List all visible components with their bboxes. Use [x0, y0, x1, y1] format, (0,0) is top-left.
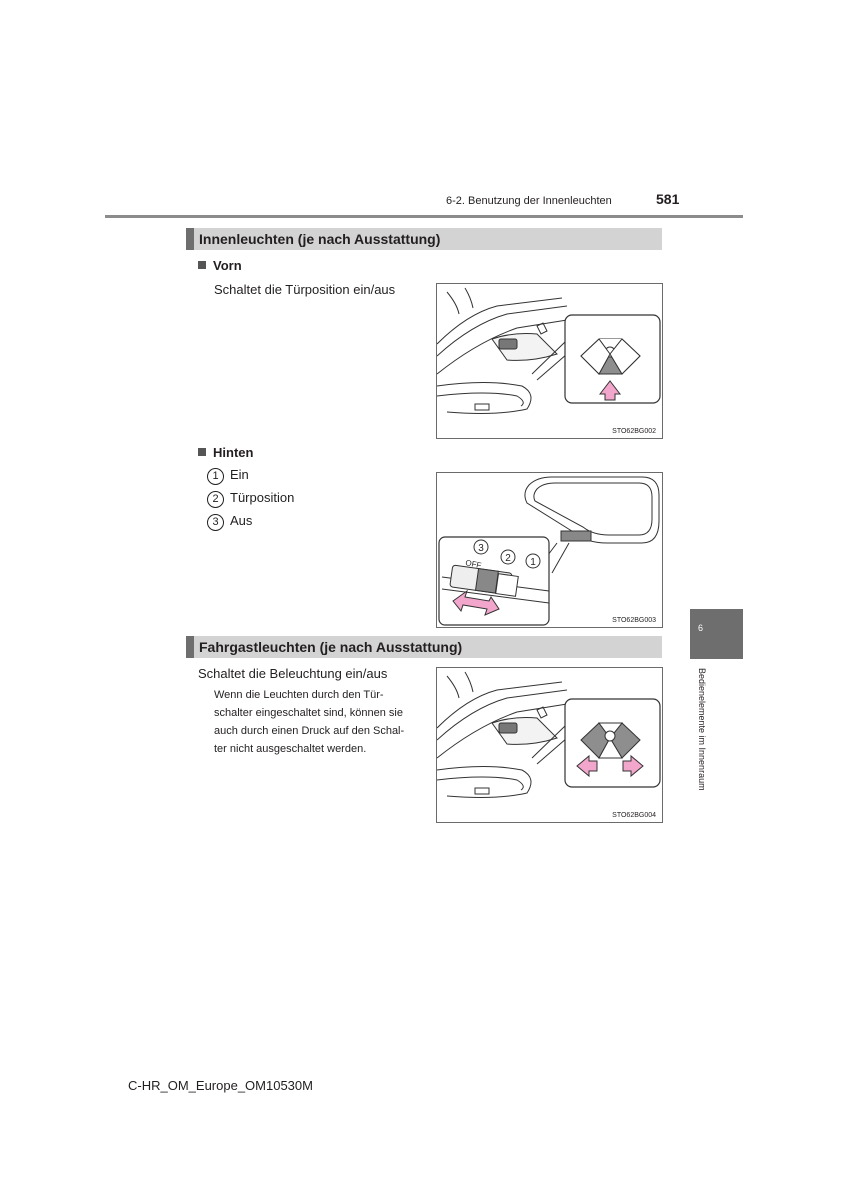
front-overhead-console-illustration: [437, 284, 662, 438]
note: [214, 686, 424, 758]
item-label: Türposition: [230, 490, 295, 505]
item-label: Ein: [230, 467, 249, 482]
footer-doc-id: C-HR_OM_Europe_OM10530M: [128, 1078, 313, 1093]
switch-off-label: OFF: [464, 558, 483, 571]
figure-front-lamp: [436, 283, 663, 439]
bullet-square-icon: [198, 261, 206, 269]
note-line: auch durch einen Druck auf den Schal-: [214, 725, 405, 737]
figure-code: STO62BG003: [612, 617, 656, 624]
callout-3: 3: [478, 543, 484, 554]
item-label: Aus: [230, 513, 253, 528]
callout-2: 2: [505, 553, 511, 564]
section-title: Innenleuchten (je nach Ausstattung): [199, 231, 441, 247]
heading-accent: [186, 228, 194, 250]
running-header-section: 6-2. Benutzung der Innenleuchten: [446, 195, 612, 207]
section-heading-interior-lights: [186, 228, 662, 250]
section-heading-passenger-lights: [186, 636, 662, 658]
note-line: ter nicht ausgeschaltet werden.: [214, 743, 367, 755]
list-item: [207, 490, 294, 508]
subheading-rear-label: Hinten: [213, 445, 254, 460]
subheading-rear: [198, 445, 253, 460]
item-number: 2: [207, 491, 224, 508]
item-number: 3: [207, 514, 224, 531]
subheading-front-label: Vorn: [213, 258, 242, 273]
chapter-title: Bedienelemente im Innenraum: [697, 668, 707, 791]
page-number: 581: [656, 191, 680, 207]
header-rule: [105, 215, 743, 218]
item-number: 1: [207, 468, 224, 485]
passenger-description: Schaltet die Beleuchtung ein/aus: [198, 666, 388, 681]
passenger-lamp-illustration: [437, 668, 662, 822]
section-title: Fahrgastleuchten (je nach Ausstattung): [199, 639, 463, 655]
figure-rear-lamp: [436, 472, 663, 628]
callout-1: 1: [530, 557, 536, 568]
list-item: [207, 513, 252, 531]
front-description: Schaltet die Türposition ein/aus: [214, 282, 396, 297]
chapter-number: 6: [698, 623, 704, 633]
list-item: [207, 467, 249, 485]
note-line: schalter eingeschaltet sind, können sie: [214, 707, 403, 719]
subheading-front: [198, 258, 242, 273]
note-line: Wenn die Leuchten durch den Tür-: [214, 689, 384, 701]
chapter-tab: [690, 609, 743, 659]
figure-code: STO62BG004: [612, 812, 656, 819]
figure-passenger-lamp: [436, 667, 663, 823]
bullet-square-icon: [198, 448, 206, 456]
rear-lamp-illustration: [437, 473, 662, 627]
heading-accent: [186, 636, 194, 658]
figure-code: STO62BG002: [612, 428, 656, 435]
